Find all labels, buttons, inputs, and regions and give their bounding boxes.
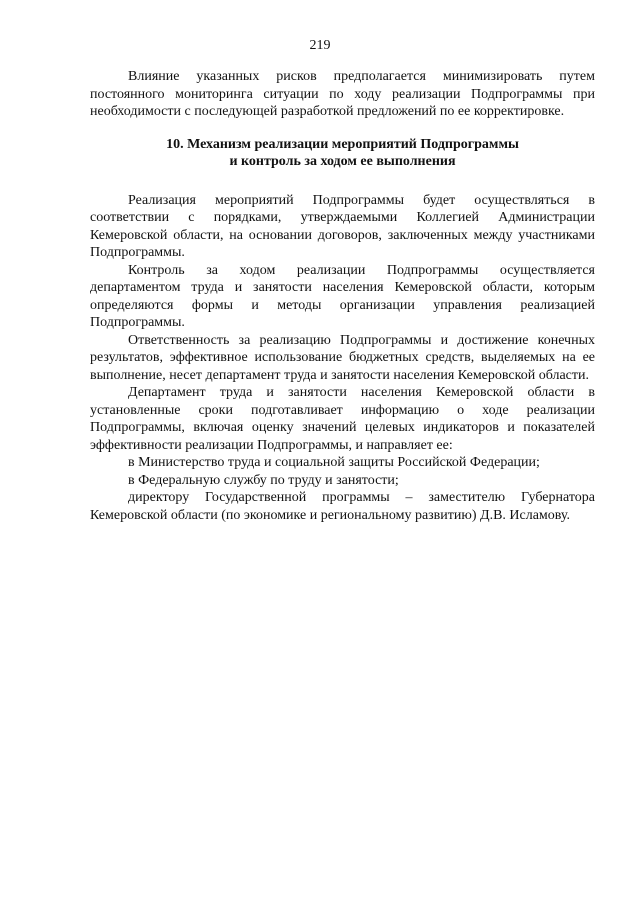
section-heading-line-2: и контроль за ходом ее выполнения: [229, 153, 456, 169]
recipient-federal-service: в Федеральную службу по труду и занятости;: [128, 472, 399, 488]
paragraph-control: Контроль за ходом реализации Подпрограммы осуществляется департаментом труда и занятости населения Кемеровской области, которым определяются формы и методы организации управления реализацией Подпрограммы.: [90, 262, 595, 330]
section-heading: [90, 136, 595, 170]
recipient-program-director: директору Государственной программы – заместителю Губернатора Кемеровской области (по экономике и региональному развитию) Д.В. Исламову.: [90, 490, 595, 523]
paragraph-responsibility: Ответственность за реализацию Подпрограммы и достижение конечных результатов, эффективное использование бюджетных средств, выделяемых на ее выполнение, несет департамент труда и занятости населения Кемеровской области.: [90, 332, 595, 383]
page-number: 219: [309, 38, 331, 53]
section-heading-line-1: 10. Механизм реализации мероприятий Подпрограммы: [166, 136, 519, 152]
page-content: [90, 68, 595, 524]
paragraph-reporting: Департамент труда и занятости населения Кемеровской области в установленные сроки подготавливает информацию о ходе реализации Подпрограммы, включая оценку значений целевых индикаторов и показателей эффективности реализации Подпрограммы, и направляет ее:: [90, 385, 595, 453]
paragraph-implementation: Реализация мероприятий Подпрограммы будет осуществляться в соответствии с порядками, утверждаемыми Коллегией Администрации Кемеровской области, на основании договоров, заключенных между участниками Подпрограммы.: [90, 192, 595, 260]
intro-paragraph: Влияние указанных рисков предполагается минимизировать путем постоянного мониторинга ситуации по ходу реализации Подпрограммы при необходимости с последующей разработкой предложений по ее корректировке.: [90, 69, 595, 119]
recipient-ministry: в Министерство труда и социальной защиты Российской Федерации;: [128, 455, 540, 470]
